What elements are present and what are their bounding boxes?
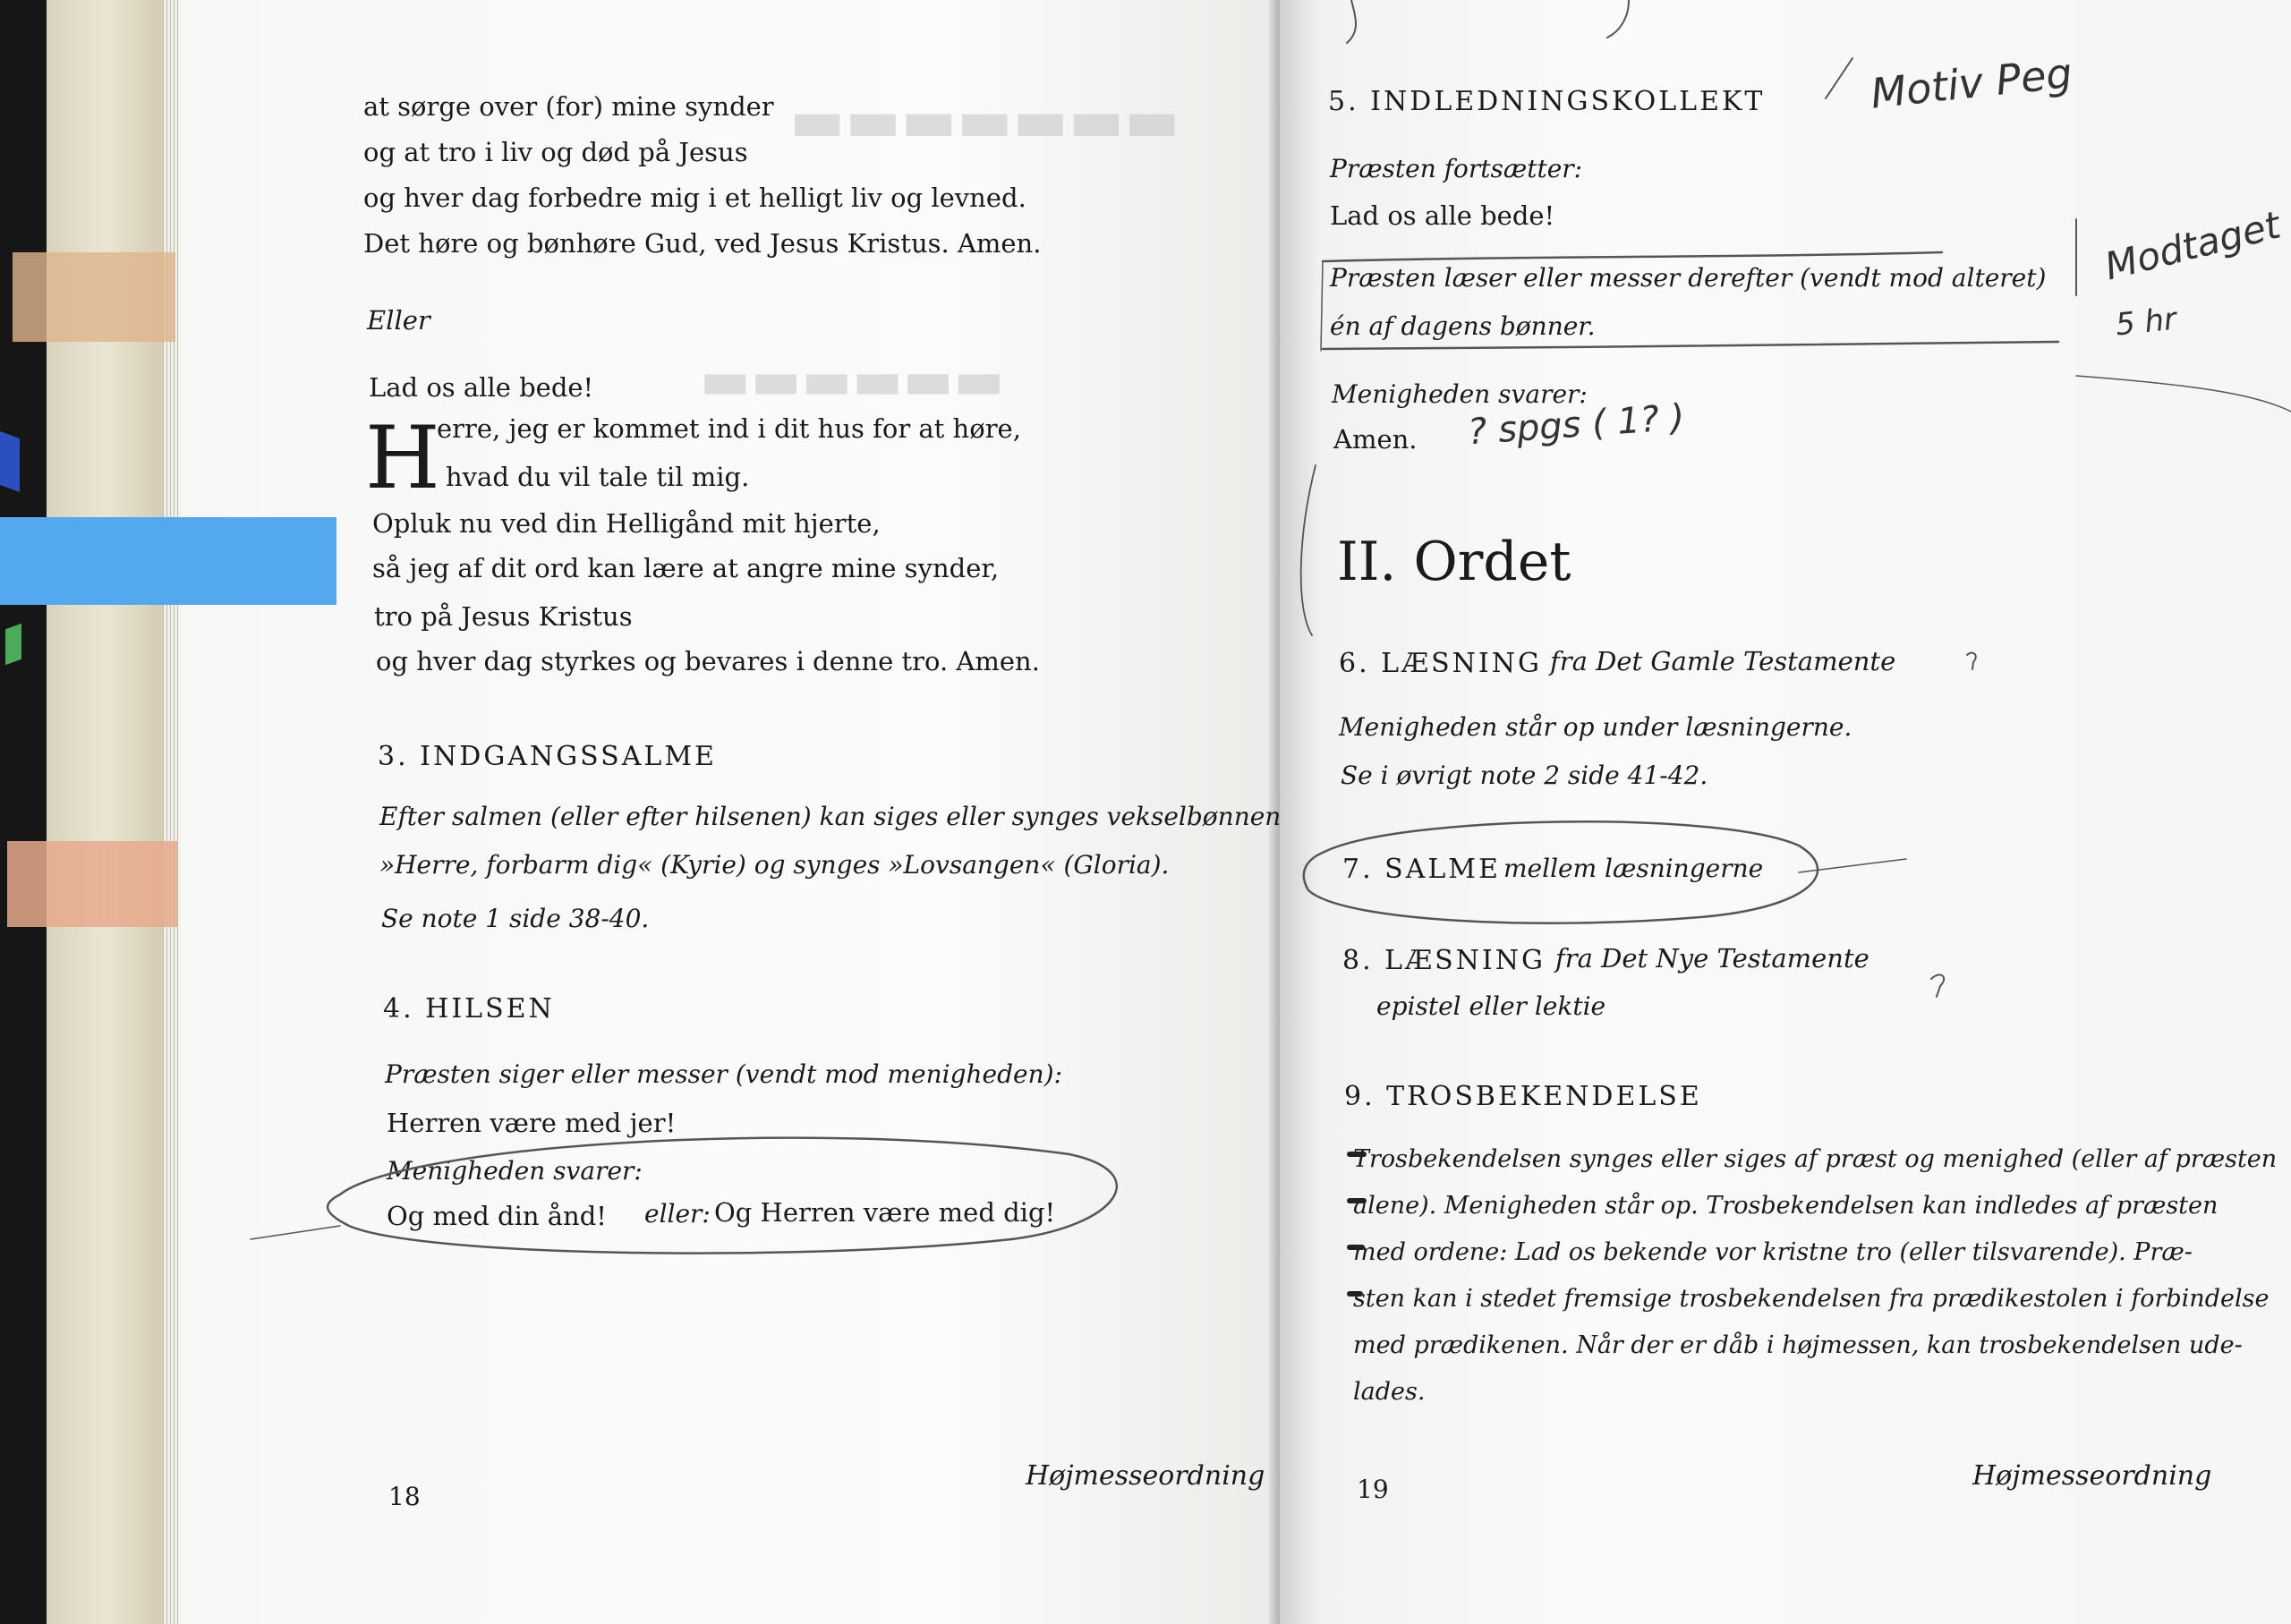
show-through-text: ▬▬▬▬▬▬▬ bbox=[789, 86, 1180, 155]
section8-sub: fra Det Nye Testamente bbox=[1555, 943, 1869, 974]
section8-rubric: epistel eller lektie bbox=[1376, 991, 1606, 1021]
section4-or: eller: bbox=[644, 1199, 711, 1229]
section6-sub: fra Det Gamle Testamente bbox=[1550, 646, 1896, 676]
handwritten-note: 5 hr bbox=[2114, 301, 2178, 344]
section3-heading: 3. INDGANGSSALME bbox=[378, 741, 717, 772]
running-title-left: Højmesseordning bbox=[1026, 1460, 1265, 1492]
part-title: II. Ordet bbox=[1337, 531, 1571, 593]
section3-rubric: Se note 1 side 38-40. bbox=[381, 904, 650, 933]
section7-heading: 7. SALME bbox=[1342, 854, 1501, 885]
section9-rubric: sten kan i stedet fremsige trosbekendelsen fra prædikestolen i forbindelse bbox=[1353, 1285, 2270, 1313]
section6-rubric: Se i øvrigt note 2 side 41-42. bbox=[1341, 761, 1708, 790]
book-spine bbox=[0, 0, 47, 1624]
section3-rubric: »Herre, forbarm dig« (Kyrie) og synges »Lovsangen« (Gloria). bbox=[379, 850, 1170, 880]
prayer-line: og hver dag forbedre mig i et helligt liv og levned. bbox=[363, 183, 1026, 213]
section7-sub: mellem læsningerne bbox=[1503, 854, 1764, 883]
section4-response: Og med din ånd! bbox=[387, 1201, 607, 1231]
section8-heading: 8. LÆSNING bbox=[1342, 945, 1546, 976]
section5-rubric: Præsten fortsætter: bbox=[1330, 154, 1583, 183]
eller-rubric: Eller bbox=[367, 305, 430, 336]
section5-heading: 5. INDLEDNINGSKOLLEKT bbox=[1328, 86, 1766, 117]
section5-line: Lad os alle bede! bbox=[1330, 200, 1555, 231]
section9-heading: 9. TROSBEKENDELSE bbox=[1344, 1081, 1702, 1112]
section9-rubric: alene). Menigheden står op. Trosbekendelsen kan indledes af præsten bbox=[1353, 1192, 2219, 1220]
prayer2-line: hvad du vil tale til mig. bbox=[446, 462, 750, 492]
page-number-right: 19 bbox=[1357, 1475, 1389, 1504]
handwritten-note: Modtaget bbox=[2100, 202, 2285, 289]
section4-response-label: Menigheden svarer: bbox=[387, 1156, 643, 1186]
section5-rubric: én af dagens bønner. bbox=[1330, 311, 1596, 341]
prayer-line: at sørge over (for) mine synder bbox=[363, 91, 774, 122]
section5-amen: Amen. bbox=[1333, 424, 1418, 455]
prayer-line: og at tro i liv og død på Jesus bbox=[363, 137, 748, 167]
section4-alt: Og Herren være med dig! bbox=[714, 1197, 1056, 1228]
section5-response-label: Menigheden svarer: bbox=[1332, 379, 1588, 409]
section5-rubric: Præsten læser eller messer derefter (vendt mod alteret) bbox=[1330, 263, 2047, 293]
show-through-text: ▬▬▬▬▬▬ bbox=[700, 349, 1005, 412]
handwritten-note: ? spgs ( 1? ) bbox=[1466, 396, 1686, 454]
bookmark-ribbon-green bbox=[5, 624, 21, 666]
bookmark-ribbon-blue bbox=[0, 431, 20, 492]
page-edge-lines bbox=[163, 0, 181, 1624]
prayer2-line: erre, jeg er kommet ind i dit hus for at høre, bbox=[437, 413, 1021, 444]
lad-os-bede: Lad os alle bede! bbox=[369, 372, 594, 403]
section9-rubric: lades. bbox=[1353, 1378, 1426, 1406]
handwritten-note: Motiv Peg bbox=[1868, 48, 2074, 118]
sticky-tab-blue[interactable] bbox=[0, 517, 336, 605]
running-title-right: Højmesseordning bbox=[1972, 1460, 2212, 1492]
drop-cap: H bbox=[365, 408, 440, 508]
section3-rubric: Efter salmen (eller efter hilsenen) kan siges eller synges vekselbønnen bbox=[379, 802, 1282, 831]
prayer2-line: og hver dag styrkes og bevares i denne tro. Amen. bbox=[376, 646, 1040, 676]
section4-greeting: Herren være med jer! bbox=[387, 1108, 677, 1138]
section6-heading: 6. LÆSNING bbox=[1339, 648, 1542, 679]
section9-rubric: med prædikenen. Når der er dåb i højmessen, kan trosbekendelsen ude- bbox=[1353, 1331, 2243, 1359]
section9-rubric: Trosbekendelsen synges eller siges af præst og menighed (eller af præsten bbox=[1353, 1145, 2278, 1173]
section4-heading: 4. HILSEN bbox=[383, 993, 555, 1025]
prayer-line: Det høre og bønhøre Gud, ved Jesus Kristus. Amen. bbox=[363, 228, 1042, 259]
prayer2-line: så jeg af dit ord kan lære at angre mine synder, bbox=[372, 553, 1000, 583]
sticky-tab-peach-top[interactable] bbox=[13, 252, 175, 342]
section4-rubric: Præsten siger eller messer (vendt mod menigheden): bbox=[385, 1059, 1062, 1089]
page-number-left: 18 bbox=[388, 1482, 421, 1511]
section6-rubric: Menigheden står op under læsningerne. bbox=[1339, 712, 1852, 742]
section9-rubric: med ordene: Lad os bekende vor kristne tro (eller tilsvarende). Præ- bbox=[1353, 1238, 2193, 1266]
sticky-tab-peach-bottom[interactable] bbox=[7, 841, 177, 927]
prayer2-line: tro på Jesus Kristus bbox=[374, 601, 633, 632]
page-edges bbox=[47, 0, 163, 1624]
prayer2-line: Opluk nu ved din Helligånd mit hjerte, bbox=[372, 508, 881, 539]
